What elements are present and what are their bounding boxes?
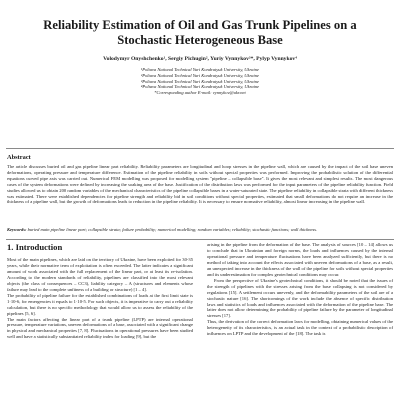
paragraph: Most of the main pipelines, which are laid on the territory of Ukraine, have been exploited for 30-35 years, while their normative term of exploitation is often exceeded. The latter indicates a significant amount of work associated with the full replacement of the linear part, or at least its re-isolation. According to the modern standards of reliability, pipelines are classified into the most relevant objects (the class of consequences – CC3), liability category – A (structures and elements whose failure may lead to the complete unfitness of a building or structure) [1 – 4]. [7, 257, 193, 292]
abstract-text: The article discusses buried oil and gas pipeline linear part reliability. Reliability parameters are longitudinal and hoop stresses in the pipeline wall, which are caused by the impact of the soil base uneven deformations, operating pressure and temperature difference. Estimation of the pipeline reliability in soils without special properties was performed. Improving the probabilistic solution of the differential equations curved pipe axis was carried out. Numerical FEM modelling was proposed for modelling system "pipeline – collapsible base". It gives the most relevant and simplest results. The most dangerous cases of the system deformations were defined by increasing the soaking area of the base. Justification of the distribution laws was performed for the input parameters of the pipeline reliability function. Field studies allowed us to obtain 200 random variables of the mechanical characteristics of the pipeline collapsible bases in a water-saturated state. The pipeline reliability in collapsible strata with different thickness was estimated. There were established dependencies for pipeline strength and reliability bid in soil conditions without special properties, estimated that small deformations do not require an increase in the thickness of a pipeline wall, but the growth of deformations leads to reduction in the pipeline reliability. It is necessary to ensure normative reliability, almost linear increasing in the pipeline wall. [7, 164, 393, 205]
paragraph: arising in the pipeline from the deformation of the base. The analysis of sources [10 – 14] allows us to conclude that in Ukrainian and foreign norms, the loads and influences caused by the internal operational pressure and temperature fluctuations have been analyzed sufficiently, but there is no method of taking into account the effects associated with uneven deformations of a base, as a result, an unexpected increase in the thickness of the wall of the pipeline for soils without special properties and its underestimation for complex geotechnical conditions may occur. [207, 242, 393, 277]
affiliation-list [60, 67, 340, 96]
affiliation: ¹Poltava National Technical Yuri Kondratyuk University, Ukraine [140, 67, 260, 72]
paragraph: Thus, the derivation of the correct deformation laws for modelling, obtaining numerical values of the heterogeneity of its characteristics, is an actual task in the context of a probabilistic description of influences on LPTP and the development of the [18]. The task is [207, 319, 393, 337]
affiliation: ⁴Poltava National Technical Yuri Kondratyuk University, Ukraine [140, 84, 260, 90]
author-list: Volodymyr Onyshchenko¹, Sergiy Pichugin², Yuriy Vynnykov³*, Pylyp Vynnykov⁴ [103, 56, 297, 62]
affiliation: ²Poltava National Technical Yuri Kondratyuk University, Ukraine [140, 72, 260, 78]
divider [6, 148, 394, 149]
abstract-heading: Abstract [7, 154, 31, 161]
affiliation: ³Poltava National Technical Yuri Kondratyuk University, Ukraine [140, 78, 260, 84]
paper-title: Reliability Estimation of Oil and Gas Trunk Pipelines on a Stochastic Heterogeneous Base [43, 18, 357, 47]
paragraph: From the perspective of Ukraine's geotechnical conditions, it should be noted that the issues of the strength of pipelines with the stresses arising from the base collapsing is not considered by regulations [15]. A settlement occurs unevenly, and the deformability parameters of the soil are of a stochastic nature [16]. The shortcomings of the work include the absence of specific distribution laws and statistics of loads and influences associated with the deformation of the pipeline base. The latter does not allow determining the probability of pipeline failure by the parameter of longitudinal stresses [17]. [207, 277, 393, 319]
keywords-label: Keywords: [7, 227, 27, 232]
section-heading: 1. Introduction [7, 242, 63, 252]
keywords [7, 227, 393, 233]
left-column [7, 257, 193, 340]
keywords-text: buried main pipeline linear part; collapsible strata; failure probability; numerical modelling; random variables; reliability; stochastic functions; wall thickness. [27, 227, 318, 232]
right-column [207, 242, 393, 337]
paragraph: The main factors affecting the linear part of a trunk pipeline (LPTP) are internal operational pressure, temperature variations, uneven deformations of a base, associated with a significant change in physical and mechanical properties [7, 8]. Fluctuations in operational pressures have been studied well and have a statistically substantiated reliability index for loading [9], but the [7, 316, 193, 340]
corresponding-author: *Corresponding author E-mail: vynnykov@ukr.net [154, 90, 246, 96]
divider [6, 239, 394, 240]
paragraph: The probability of pipeline failure for the established combinations of loads at the first limit state is 1·10-6, for emergencies it equals to 1·10-5. For such objects, it is imperative to carry out a reliability calculation, but there is no specific methodology that would allow us to assess the reliability of the pipelines [5, 6]. [7, 292, 193, 316]
